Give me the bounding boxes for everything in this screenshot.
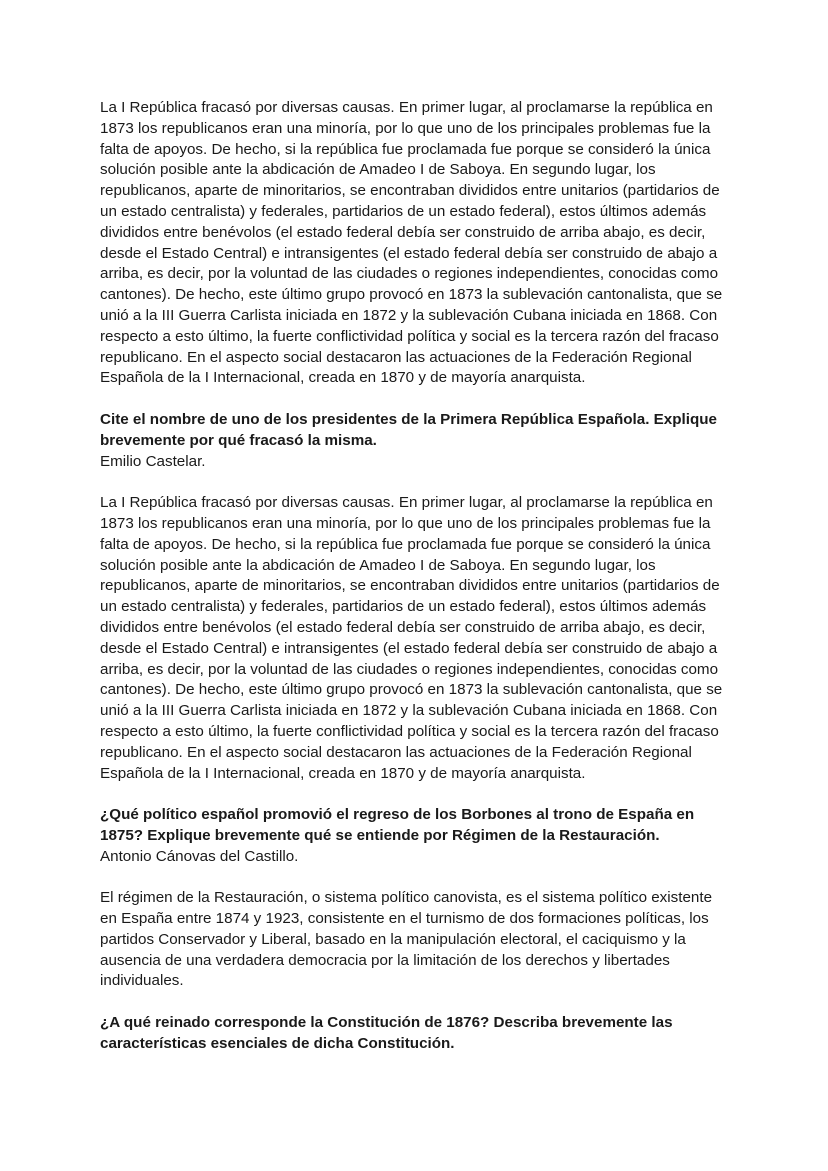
text-line: Española de la I Internacional, creada en 1870 y de mayoría anarquista. (100, 764, 586, 782)
text-line: 1873 los republicanos eran una minoría, por lo que uno de los principales problemas fue la (100, 514, 711, 532)
text-line: solución posible ante la abdicación de Amadeo I de Saboya. En segundo lugar, los (100, 556, 656, 574)
paragraph-regimen-restauracion (100, 888, 740, 992)
paragraph-primera-republica-2 (100, 493, 740, 784)
text-line: divididos entre benévolos (el estado federal debía ser construido de arriba abajo, es decir, (100, 618, 706, 636)
question-presidentes (100, 410, 740, 452)
paragraph-primera-republica-1 (100, 98, 740, 389)
text-line: republicanos, aparte de minoritarios, se encontraban divididos entre unitarios (partidarios de (100, 182, 720, 200)
question-line: características esenciales de dicha Constitución. (100, 1034, 455, 1052)
text-line: divididos entre benévolos (el estado federal debía ser construido de arriba abajo, es decir, (100, 223, 706, 241)
text-line: La I República fracasó por diversas causas. En primer lugar, al proclamarse la república en (100, 494, 713, 512)
text-line: republicano. En el aspecto social destacaron las actuaciones de la Federación Regional (100, 348, 692, 366)
text-line: desde el Estado Central) e intransigentes (el estado federal debía ser construido de abajo a (100, 639, 718, 657)
text-line: cantones). De hecho, este último grupo provocó en 1873 la sublevación cantonalista, que se (100, 681, 723, 699)
question-line: brevemente por qué fracasó la misma. (100, 431, 377, 449)
text-line: El régimen de la Restauración, o sistema político canovista, es el sistema político existente (100, 889, 713, 907)
answer-line: Emilio Castelar. (100, 452, 206, 470)
text-line: un estado centralista) y federales, partidarios de un estado federal), estos últimos además (100, 202, 707, 220)
text-line: partidos Conservador y Liberal, basado en la manipulación electoral, el caciquismo y la (100, 930, 686, 948)
document-page (100, 98, 740, 1055)
text-line: un estado centralista) y federales, partidarios de un estado federal), estos últimos además (100, 598, 707, 616)
text-line: individuales. (100, 972, 184, 990)
text-line: La I República fracasó por diversas causas. En primer lugar, al proclamarse la república en (100, 99, 713, 116)
answer-restauracion (100, 847, 740, 868)
text-line: falta de apoyos. De hecho, si la república fue proclamada fue porque se consideró la única (100, 140, 711, 158)
question-line: 1875? Explique brevemente qué se entiende por Régimen de la Restauración. (100, 826, 660, 844)
text-line: solución posible ante la abdicación de Amadeo I de Saboya. En segundo lugar, los (100, 161, 656, 179)
text-line: en España entre 1874 y 1923, consistente en el turnismo de dos formaciones políticas, los (100, 910, 709, 928)
text-line: respecto a esto último, la fuerte conflictividad política y social es la tercera razón del fracaso (100, 722, 719, 740)
text-line: 1873 los republicanos eran una minoría, por lo que uno de los principales problemas fue la (100, 119, 711, 137)
text-line: Española de la I Internacional, creada en 1870 y de mayoría anarquista. (100, 369, 586, 387)
text-line: arriba, es decir, por la voluntad de las ciudades o regiones independientes, conocidas como (100, 660, 719, 678)
text-line: ausencia de una verdadera democracia por la limitación de los derechos y libertades (100, 951, 670, 969)
answer-presidentes (100, 452, 740, 473)
text-line: unió a la III Guerra Carlista iniciada en 1872 y la sublevación Cubana iniciada en 1868. Con (100, 306, 718, 324)
text-line: cantones). De hecho, este último grupo provocó en 1873 la sublevación cantonalista, que se (100, 286, 723, 304)
text-line: arriba, es decir, por la voluntad de las ciudades o regiones independientes, conocidas como (100, 265, 719, 283)
text-line: republicanos, aparte de minoritarios, se encontraban divididos entre unitarios (partidarios de (100, 577, 720, 595)
answer-line: Antonio Cánovas del Castillo. (100, 847, 299, 865)
question-line: Cite el nombre de uno de los presidentes de la Primera República Española. Explique (100, 410, 717, 428)
question-constitucion-1876 (100, 1013, 740, 1055)
text-line: unió a la III Guerra Carlista iniciada en 1872 y la sublevación Cubana iniciada en 1868. Con (100, 702, 718, 720)
question-line: ¿Qué político español promovió el regreso de los Borbones al trono de España en (100, 806, 695, 824)
question-line: ¿A qué reinado corresponde la Constitución de 1876? Describa brevemente las (100, 1014, 673, 1032)
text-line: respecto a esto último, la fuerte conflictividad política y social es la tercera razón del fracaso (100, 327, 719, 345)
text-line: desde el Estado Central) e intransigentes (el estado federal debía ser construido de abajo a (100, 244, 718, 262)
text-line: republicano. En el aspecto social destacaron las actuaciones de la Federación Regional (100, 743, 692, 761)
question-restauracion (100, 805, 740, 847)
text-line: falta de apoyos. De hecho, si la república fue proclamada fue porque se consideró la única (100, 535, 711, 553)
